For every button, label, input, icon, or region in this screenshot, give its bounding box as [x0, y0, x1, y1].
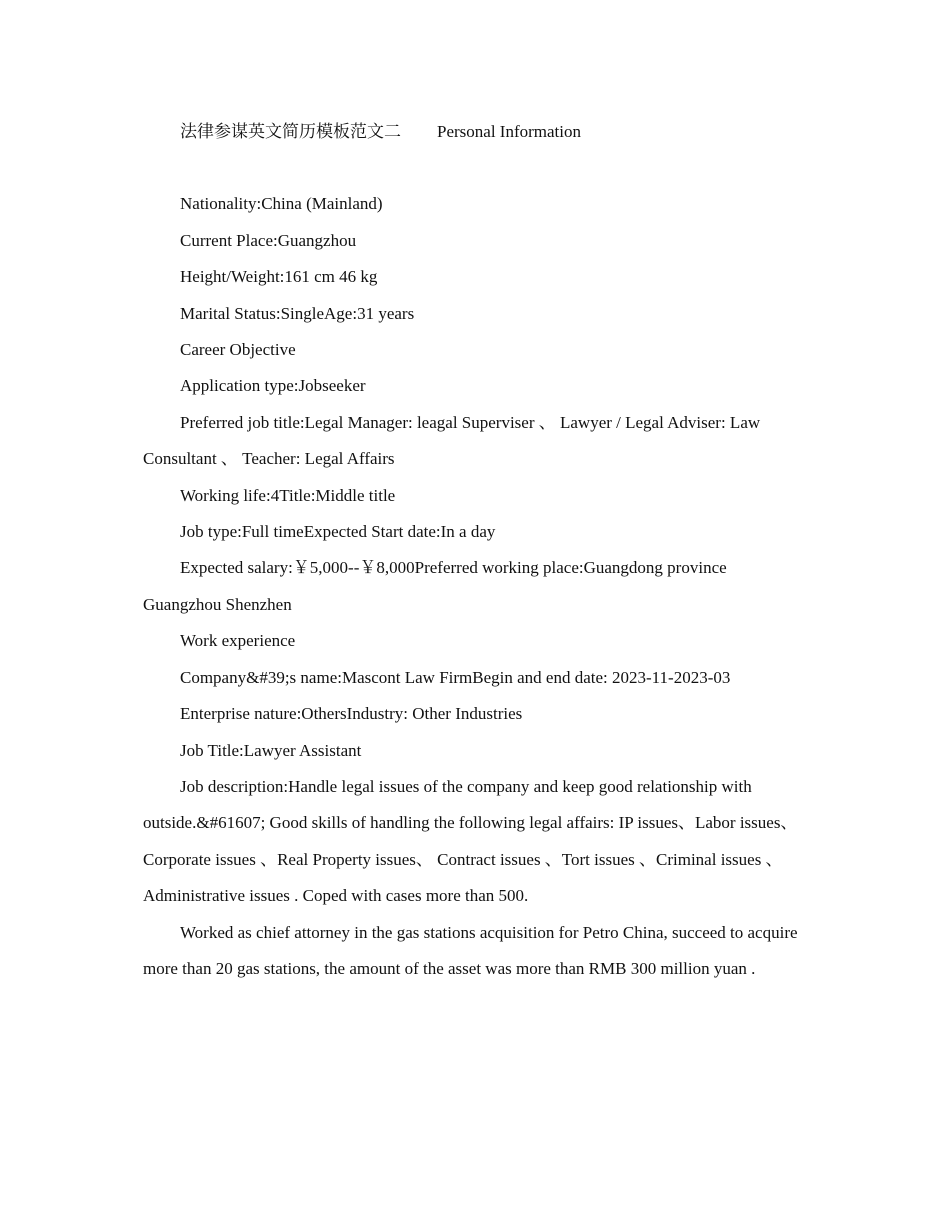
document-body [143, 114, 803, 987]
nationality-line: Nationality:China (Mainland) [180, 194, 383, 214]
chief-attorney-paragraph: Worked as chief attorney in the gas stations acquisition for Petro China, succeed to acquire more than 20 gas stations, the amount of the asset was more than RMB 300 million yuan . [143, 922, 798, 978]
work-experience-heading: Work experience [180, 631, 296, 651]
title-english: Personal Information [437, 122, 581, 141]
working-life-line: Working life:4Title:Middle title [180, 485, 396, 505]
preferred-job-title-line: Preferred job title:Legal Manager: leagal Superviser 、 Lawyer / Legal Adviser: Law Consultant 、 Teacher: Legal Affairs [143, 412, 761, 469]
title-chinese: 法律参谋英文简历模板范文二 [180, 122, 401, 141]
expected-salary-line: Expected salary:￥5,000--￥8,000Preferred working place:Guangdong province Guangzhou Shenzhen [143, 558, 727, 614]
marital-status-line: Marital Status:SingleAge:31 years [180, 303, 415, 323]
job-title-line: Job Title:Lawyer Assistant [180, 740, 362, 760]
height-weight-line: Height/Weight:161 cm 46 kg [180, 267, 378, 287]
company-name-line: Company&#39;s name:Mascont Law FirmBegin and end date: 2023-11-2023-03 [180, 667, 731, 687]
application-type-line: Application type:Jobseeker [180, 376, 366, 396]
job-type-line: Job type:Full timeExpected Start date:In a day [180, 522, 496, 542]
current-place-line: Current Place:Guangzhou [180, 230, 357, 250]
enterprise-nature-line: Enterprise nature:OthersIndustry: Other Industries [180, 704, 523, 724]
document-title [143, 114, 803, 150]
career-objective-heading: Career Objective [180, 340, 296, 360]
job-description-paragraph: Job description:Handle legal issues of the company and keep good relationship with outside.&#61607; Good skills of handling the following legal affairs: IP issues、Labor issues、Corporate issues 、Real Property issues、 Contract issues 、Tort issues 、Criminal issues 、Administrative issues . Coped with cases more than 500. [143, 776, 798, 906]
